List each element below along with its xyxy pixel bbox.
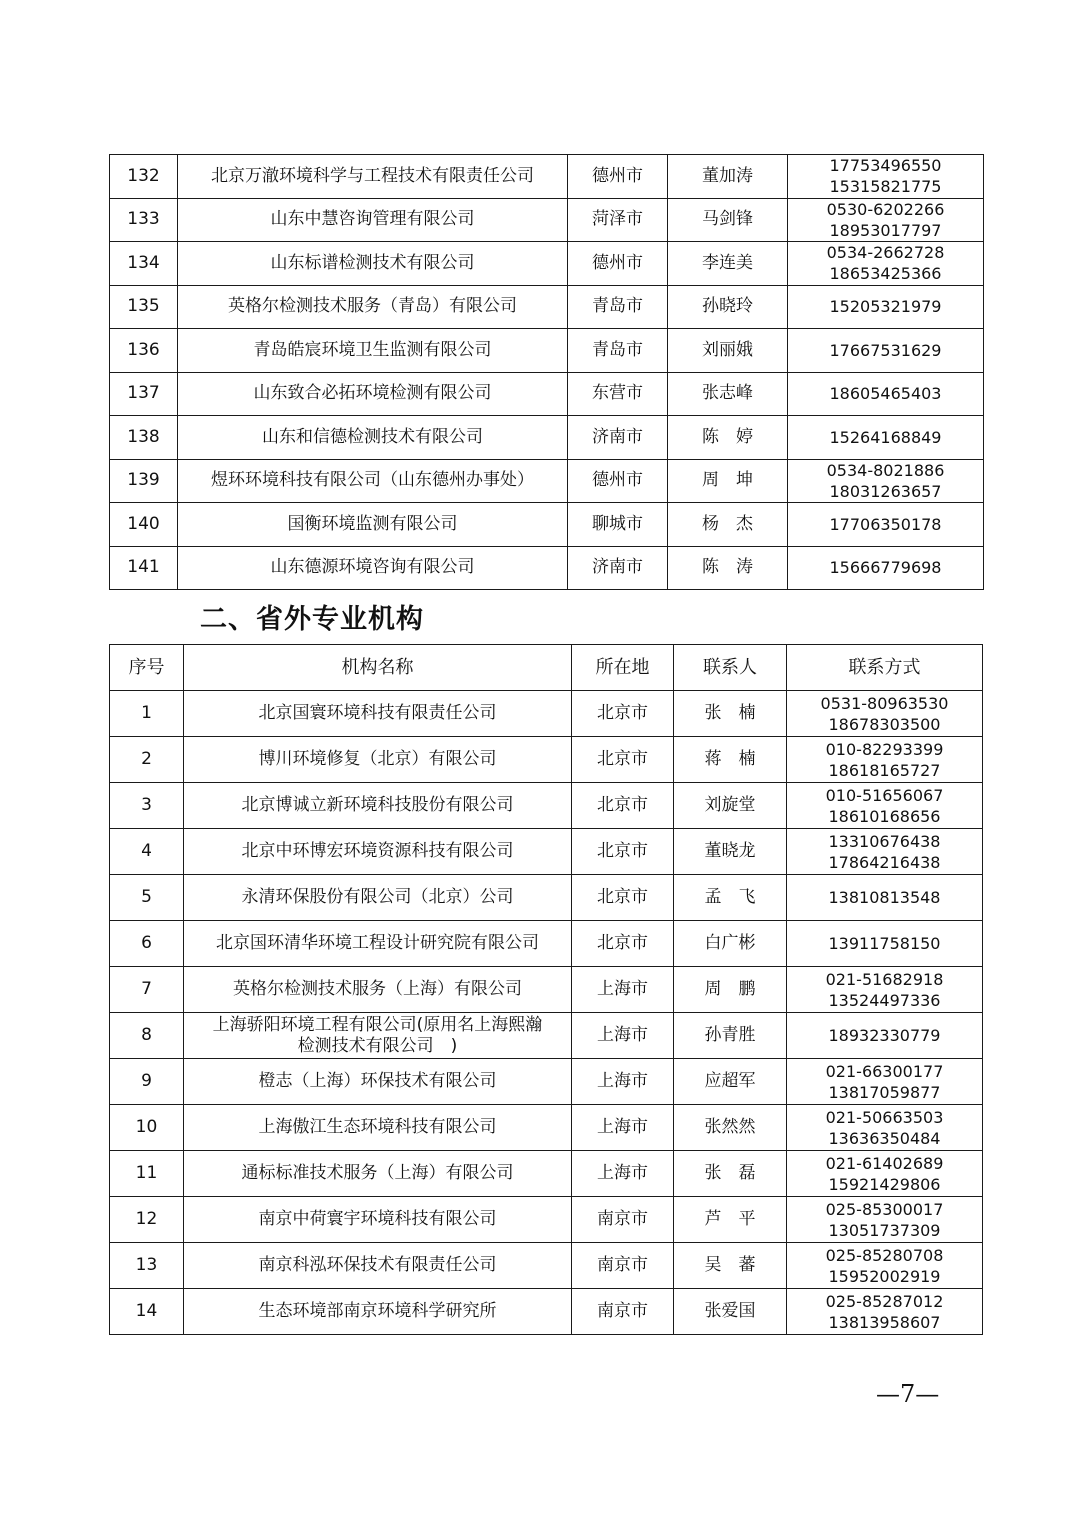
phone-number: 13051737309 [828,1220,941,1240]
phone-cell [787,1197,983,1243]
contact-person-cell: 刘丽娥 [668,329,788,373]
phone-cell [787,1105,983,1151]
phone-cell [787,783,983,829]
row-number-cell: 133 [110,198,178,242]
phone-number: 17667531629 [829,340,942,360]
phone-number: 13636350484 [828,1128,941,1148]
section-title: 二、省外专业机构 [200,604,424,635]
table-row [110,691,983,737]
table-row [110,921,983,967]
table-row [110,1105,983,1151]
organization-name-cell: 永清环保股份有限公司（北京）公司 [184,875,572,921]
table-row [110,546,984,590]
phone-number: 13524497336 [828,990,941,1010]
row-number-cell: 8 [110,1013,184,1059]
phone-number: 15921429806 [828,1174,941,1194]
table-row [110,737,983,783]
city-cell: 德州市 [568,459,668,503]
row-number-cell: 9 [110,1059,184,1105]
city-cell: 北京市 [572,783,674,829]
city-cell: 上海市 [572,1013,674,1059]
organization-table-continued [109,154,984,590]
contact-person-cell: 芦 平 [674,1197,787,1243]
phone-cell [787,921,983,967]
phone-number: 17864216438 [828,852,941,872]
city-cell: 聊城市 [568,503,668,547]
row-number-cell: 138 [110,416,178,460]
column-header-name: 机构名称 [184,645,572,691]
phone-cell [788,155,984,199]
phone-number: 17753496550 [829,156,942,176]
phone-cell [787,1013,983,1059]
organization-name-line: 检测技术有限公司 ) [297,1035,458,1056]
page-number: —7— [876,1380,940,1408]
row-number-cell: 140 [110,503,178,547]
phone-number: 18678303500 [828,714,941,734]
row-number-cell: 4 [110,829,184,875]
table-row [110,875,983,921]
phone-number: 021-61402689 [825,1153,944,1173]
contact-person-cell: 吴 蕃 [674,1243,787,1289]
organization-name-cell: 橙志（上海）环保技术有限公司 [184,1059,572,1105]
contact-person-cell: 张 楠 [674,691,787,737]
row-number-cell: 2 [110,737,184,783]
organization-name-cell: 青岛皓宸环境卫生监测有限公司 [178,329,568,373]
city-cell: 青岛市 [568,285,668,329]
city-cell: 南京市 [572,1197,674,1243]
contact-person-cell: 白广彬 [674,921,787,967]
phone-number: 025-85287012 [825,1291,944,1311]
phone-number: 18932330779 [828,1026,941,1045]
phone-number: 010-82293399 [825,739,944,759]
phone-number: 010-51656067 [825,785,944,805]
contact-person-cell: 董加涛 [668,155,788,199]
row-number-cell: 7 [110,967,184,1013]
phone-cell [787,737,983,783]
phone-number: 0534-8021886 [826,460,945,480]
table2-header [110,645,983,691]
row-number-cell: 5 [110,875,184,921]
contact-person-cell: 应超军 [674,1059,787,1105]
table-row [110,783,983,829]
contact-person-cell: 孙青胜 [674,1013,787,1059]
contact-person-cell: 周 鹏 [674,967,787,1013]
phone-cell [787,691,983,737]
organization-name-cell: 北京国寰环境科技有限责任公司 [184,691,572,737]
row-number-cell: 1 [110,691,184,737]
phone-cell [788,459,984,503]
contact-person-cell: 张志峰 [668,372,788,416]
table2-body [110,691,983,1335]
contact-person-cell: 蒋 楠 [674,737,787,783]
city-cell: 北京市 [572,829,674,875]
row-number-cell: 11 [110,1151,184,1197]
row-number-cell: 14 [110,1289,184,1335]
contact-person-cell: 董晓龙 [674,829,787,875]
city-cell: 北京市 [572,921,674,967]
phone-number: 025-85280708 [825,1245,944,1265]
column-header-city: 所在地 [572,645,674,691]
organization-name-cell: 北京国环清华环境工程设计研究院有限公司 [184,921,572,967]
phone-number: 13310676438 [828,831,941,851]
row-number-cell: 139 [110,459,178,503]
phone-cell [787,829,983,875]
organization-name-cell: 北京中环博宏环境资源科技有限公司 [184,829,572,875]
table-header-row [110,645,983,691]
contact-person-cell: 刘旋堂 [674,783,787,829]
table-row [110,155,984,199]
city-cell: 北京市 [572,691,674,737]
organization-name-cell: 英格尔检测技术服务（上海）有限公司 [184,967,572,1013]
phone-number: 18618165727 [828,760,941,780]
row-number-cell: 141 [110,546,178,590]
contact-person-cell: 张 磊 [674,1151,787,1197]
contact-person-cell: 张然然 [674,1105,787,1151]
table-row [110,829,983,875]
table-row [110,1151,983,1197]
phone-cell [788,372,984,416]
contact-person-cell: 陈 涛 [668,546,788,590]
organization-name-cell: 山东中慧咨询管理有限公司 [178,198,568,242]
table-row [110,198,984,242]
row-number-cell: 12 [110,1197,184,1243]
organization-name-cell: 煜环环境科技有限公司（山东德州办事处） [178,459,568,503]
row-number-cell: 134 [110,242,178,286]
organization-name-cell: 博川环境修复（北京）有限公司 [184,737,572,783]
phone-number: 0531-80963530 [820,693,949,713]
table-row [110,1197,983,1243]
city-cell: 南京市 [572,1289,674,1335]
city-cell: 上海市 [572,1151,674,1197]
phone-cell [788,242,984,286]
phone-number: 15205321979 [829,297,942,317]
phone-cell [788,416,984,460]
phone-number: 17706350178 [829,514,942,534]
organization-name-cell: 山东致合必拓环境检测有限公司 [178,372,568,416]
organization-name-line: 上海骄阳环境工程有限公司(原用名上海熙瀚 [212,1014,543,1035]
table-row [110,1243,983,1289]
city-cell: 菏泽市 [568,198,668,242]
city-cell: 济南市 [568,416,668,460]
table-row [110,242,984,286]
phone-cell [787,1243,983,1289]
phone-cell [787,875,983,921]
contact-person-cell: 陈 婷 [668,416,788,460]
table-row [110,285,984,329]
row-number-cell: 137 [110,372,178,416]
phone-number: 0530-6202266 [826,199,945,219]
phone-cell [788,198,984,242]
city-cell: 济南市 [568,546,668,590]
phone-cell [787,1059,983,1105]
city-cell: 德州市 [568,242,668,286]
city-cell: 德州市 [568,155,668,199]
city-cell: 青岛市 [568,329,668,373]
row-number-cell: 6 [110,921,184,967]
city-cell: 东营市 [568,372,668,416]
city-cell: 北京市 [572,875,674,921]
phone-number: 13813958607 [828,1312,941,1332]
contact-person-cell: 李连美 [668,242,788,286]
phone-number: 13911758150 [828,934,941,953]
column-header-contact: 联系人 [674,645,787,691]
organization-name-cell: 通标标准技术服务（上海）有限公司 [184,1151,572,1197]
contact-person-cell: 马剑锋 [668,198,788,242]
table-row [110,1289,983,1335]
organization-name-cell: 上海傲江生态环境科技有限公司 [184,1105,572,1151]
phone-cell [788,546,984,590]
phone-number: 13810813548 [828,888,941,907]
organization-name-cell: 山东标谱检测技术有限公司 [178,242,568,286]
table-row [110,329,984,373]
phone-cell [788,329,984,373]
phone-number: 021-66300177 [825,1061,944,1081]
city-cell: 上海市 [572,1059,674,1105]
row-number-cell: 135 [110,285,178,329]
phone-cell [788,285,984,329]
phone-number: 15315821775 [829,177,942,197]
city-cell: 上海市 [572,967,674,1013]
table-row [110,503,984,547]
table-row [110,1059,983,1105]
table-row [110,459,984,503]
city-cell: 南京市 [572,1243,674,1289]
phone-number: 021-50663503 [825,1107,944,1127]
phone-number: 18653425366 [829,264,942,284]
contact-person-cell: 杨 杰 [668,503,788,547]
contact-person-cell: 孟 飞 [674,875,787,921]
organization-name-cell: 北京博诚立新环境科技股份有限公司 [184,783,572,829]
city-cell: 上海市 [572,1105,674,1151]
phone-cell [787,1289,983,1335]
phone-number: 18610168656 [828,806,941,826]
column-header-phone: 联系方式 [787,645,983,691]
phone-number: 15264168849 [829,427,942,447]
out-of-province-organization-table [109,644,983,1335]
contact-person-cell: 张爱国 [674,1289,787,1335]
phone-number: 18953017797 [829,220,942,240]
contact-person-cell: 周 坤 [668,459,788,503]
organization-name-cell: 山东德源环境咨询有限公司 [178,546,568,590]
phone-number: 15666779698 [829,558,942,578]
row-number-cell: 132 [110,155,178,199]
phone-number: 13817059877 [828,1082,941,1102]
phone-number: 18605465403 [829,384,942,404]
organization-name-cell: 英格尔检测技术服务（青岛）有限公司 [178,285,568,329]
row-number-cell: 3 [110,783,184,829]
row-number-cell: 10 [110,1105,184,1151]
phone-number: 15952002919 [828,1266,941,1286]
row-number-cell: 136 [110,329,178,373]
contact-person-cell: 孙晓玲 [668,285,788,329]
table-row [110,416,984,460]
city-cell: 北京市 [572,737,674,783]
column-header-no: 序号 [110,645,184,691]
organization-name-cell: 山东和信德检测技术有限公司 [178,416,568,460]
phone-number: 0534-2662728 [826,243,945,263]
organization-name-cell: 生态环境部南京环境科学研究所 [184,1289,572,1335]
organization-name-cell: 国衡环境监测有限公司 [178,503,568,547]
table-row [110,372,984,416]
phone-cell [787,967,983,1013]
phone-cell [787,1151,983,1197]
table1-body [110,155,984,590]
table-row [110,967,983,1013]
row-number-cell: 13 [110,1243,184,1289]
table-row [110,1013,983,1059]
organization-name-cell: 北京万澈环境科学与工程技术有限责任公司 [178,155,568,199]
phone-number: 025-85300017 [825,1199,944,1219]
organization-name-cell: 南京科泓环保技术有限责任公司 [184,1243,572,1289]
phone-cell [788,503,984,547]
phone-number: 021-51682918 [825,969,944,989]
organization-name-cell [184,1013,572,1059]
phone-number: 18031263657 [829,481,942,501]
organization-name-cell: 南京中荷寰宇环境科技有限公司 [184,1197,572,1243]
